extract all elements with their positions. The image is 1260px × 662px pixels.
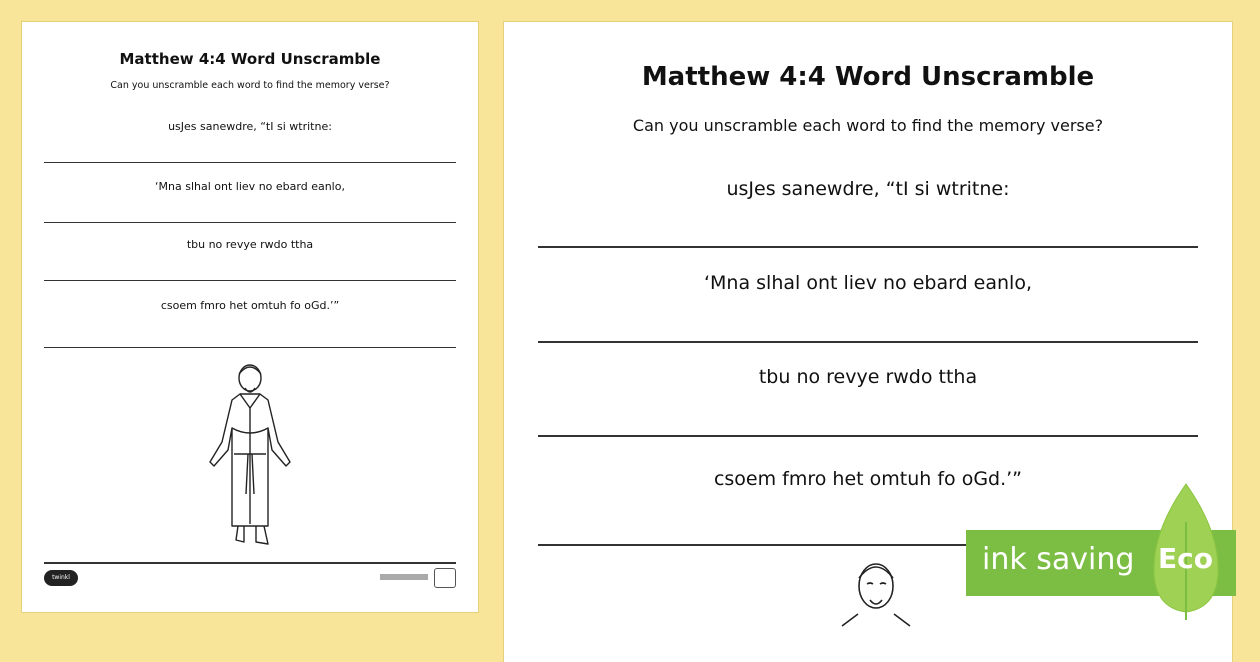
scrambled-line-2: ‘Mna slhal ont liev no ebard eanlo,	[155, 180, 345, 193]
scrambled-line-4-large: csoem fmro het omtuh fo oGd.’”	[713, 468, 1023, 490]
worksheet-subtitle-large: Can you unscramble each word to find the memory verse?	[632, 116, 1104, 135]
footer-divider	[44, 562, 456, 564]
scrambled-line-2-large: ‘Mna slhal ont liev no ebard eanlo,	[703, 272, 1033, 294]
answer-line-2	[44, 222, 456, 223]
eco-label: Eco	[1158, 542, 1213, 575]
worksheet-title-large: Matthew 4:4 Word Unscramble	[641, 62, 1095, 92]
scrambled-line-4: csoem fmro het omtuh fo oGd.’”	[160, 299, 340, 312]
scrambled-line-3: tbu no revye rwdo ttha	[186, 238, 314, 251]
scrambled-line-3-large: tbu no revye rwdo ttha	[758, 366, 978, 388]
footer-badge-icon	[434, 568, 456, 588]
footer-url	[380, 574, 428, 580]
answer-line-3	[44, 280, 456, 281]
worksheet-thumbnail	[22, 22, 478, 612]
answer-line-1	[44, 162, 456, 163]
answer-line-2-large	[538, 341, 1198, 343]
answer-line-3-large	[538, 435, 1198, 437]
worksheet-subtitle: Can you unscramble each word to find the memory verse?	[110, 80, 390, 91]
answer-line-4	[44, 347, 456, 348]
scrambled-line-1: usJes sanewdre, “tI si wtritne:	[168, 120, 332, 133]
ink-saving-label: ink saving	[982, 542, 1135, 577]
answer-line-1-large	[538, 246, 1198, 248]
jesus-illustration	[194, 358, 306, 554]
jesus-illustration-large	[832, 558, 922, 630]
worksheet-title: Matthew 4:4 Word Unscramble	[119, 50, 381, 68]
twinkl-logo: twinkl	[44, 570, 78, 586]
scrambled-line-1-large: usJes sanewdre, “tI si wtritne:	[726, 178, 1010, 200]
